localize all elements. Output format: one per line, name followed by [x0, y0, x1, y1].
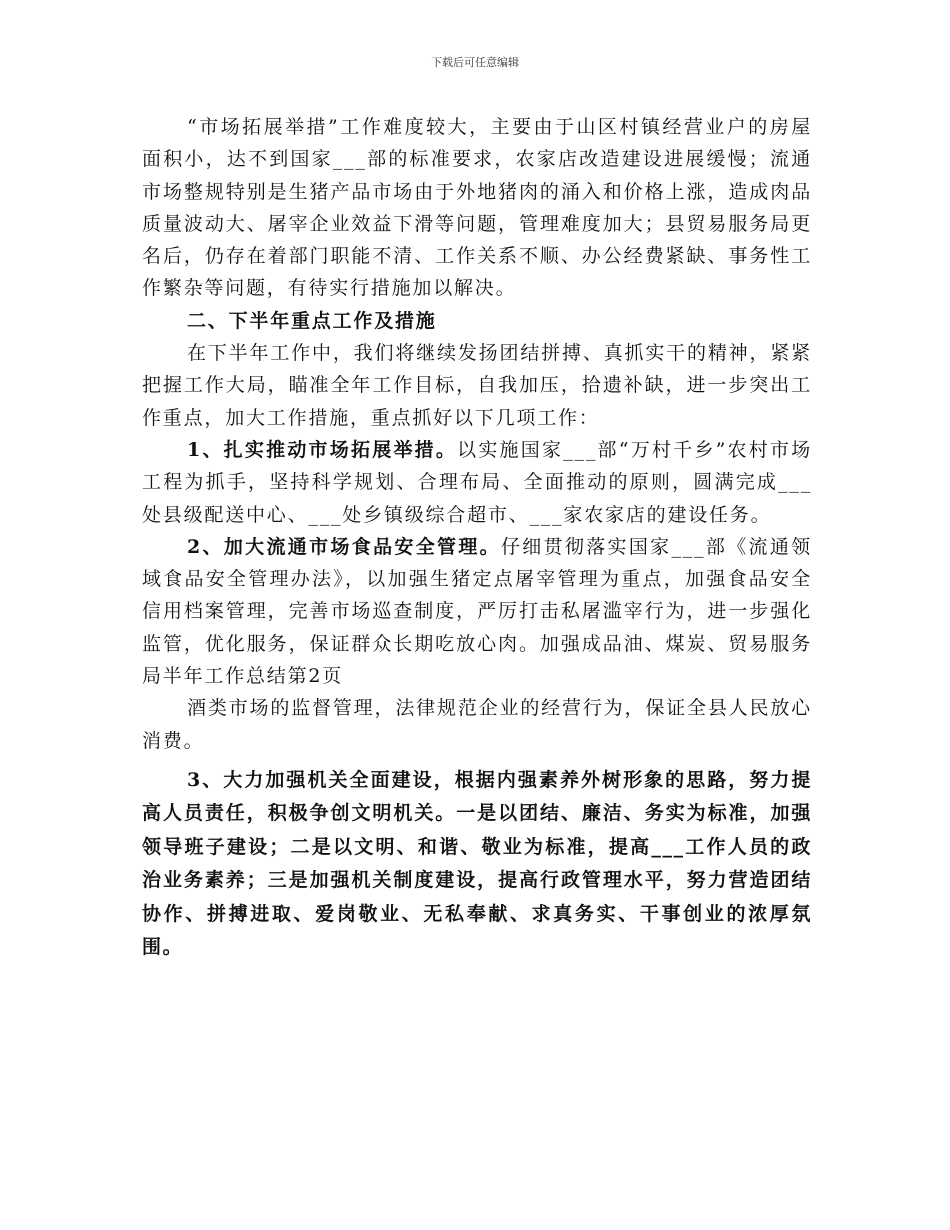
document-body — [142, 111, 812, 965]
page-header: 下载后可任意编辑 — [431, 56, 519, 69]
list-item-2 — [142, 531, 812, 692]
section-heading-second-half: 二、下半年重点工作及措施 — [187, 309, 437, 332]
list-item-1-body: 以实施国家___部“万村千乡”农村市场工程为抓手，坚持科学规划、合理布局、全面推动的原则，圆满完成___处县级配送中心、___处乡镇级综合超市、___家农家店的建设任务。 — [142, 438, 812, 526]
list-item-1-title: 1、扎实推动市场拓展举措。 — [187, 438, 458, 461]
list-item-2-body: 仔细贯彻落实国家___部《流通领域食品安全管理办法》，以加强生猪定点屠宰管理为重点，加强食品安全信用档案管理，完善市场巡查制度，严厉打击私屠滥宰行为，进一步强化监管，优化服务，保证群众长期吃放心肉。加强成品油、煤炭、贸易服务局半年工作总结第2页 — [142, 535, 812, 688]
paragraph-liquor-market: 酒类市场的监督管理，法律规范企业的经营行为，保证全县人民放心消费。 — [142, 697, 812, 752]
list-item-3: 3、大力加强机关全面建设，根据内强素养外树形象的思路，努力提高人员责任，积极争创文明机关。一是以团结、廉洁、务实为标准，加强领导班子建设；二是以文明、和谐、敬业为标准，提高___工作人员的政治业务素养；三是加强机关制度建设，提高行政管理水平，努力营造团结协作、拼搏进取、爱岗敬业、无私奉献、求真务实、干事创业的浓厚氛围。 — [142, 768, 812, 959]
list-item-2-title: 2、加大流通市场食品安全管理。 — [187, 535, 501, 558]
paragraph-market-difficulties: “市场拓展举措”工作难度较大，主要由于山区村镇经营业户的房屋面积小，达不到国家___部的标准要求，农家店改造建设进展缓慢；流通市场整规特别是生猪产品市场由于外地猪肉的涌入和价格上涨，造成肉品质量波动大、屠宰企业效益下滑等问题，管理难度加大；县贸易服务局更名后，仍存在着部门职能不清、工作关系不顺、办公经费紧缺、事务性工作繁杂等问题，有待实行措施加以解决。 — [142, 116, 812, 300]
list-item-1 — [142, 434, 812, 531]
paragraph-second-half-intro: 在下半年工作中，我们将继续发扬团结拼搏、真抓实干的精神，紧紧把握工作大局，瞄准全年工作目标，自我加压，拾遗补缺，进一步突出工作重点，加大工作措施，重点抓好以下几项工作： — [142, 342, 812, 429]
